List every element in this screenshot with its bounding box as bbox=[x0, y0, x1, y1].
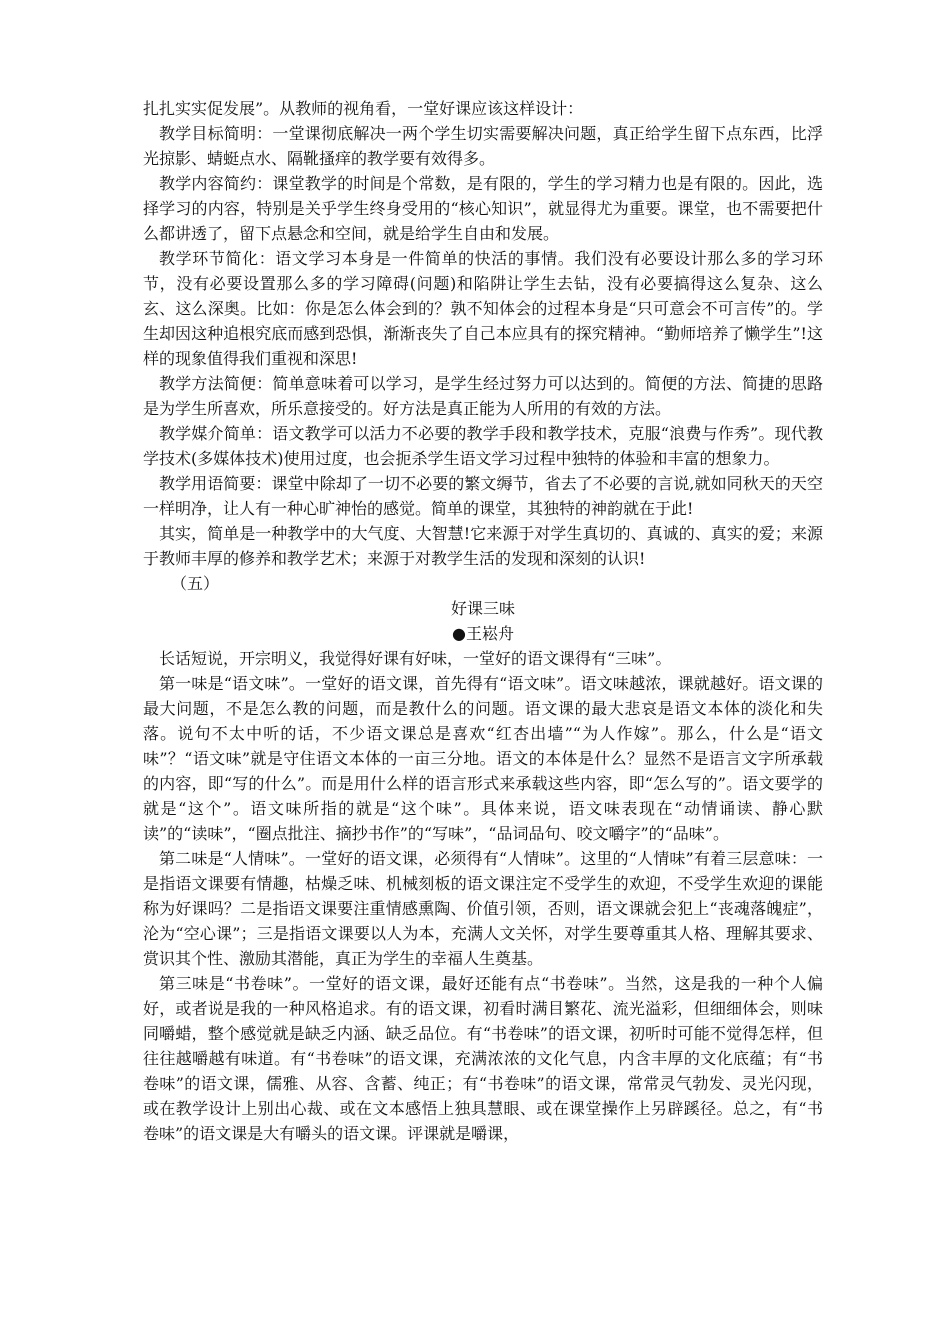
article-title: 好课三味 bbox=[450, 599, 515, 618]
paragraph: 教学用语简要：课堂中除却了一切不必要的繁文缛节，省去了不必要的言说,就如同秋天的天空一样明净，让人有一种心旷神怡的感觉。简单的课堂，其独特的神韵就在于此! bbox=[143, 474, 823, 518]
paragraph: 第一味是“语文味”。一堂好的语文课，首先得有“语文味”。语文味越浓，课就越好。语文课的最大问题，不是怎么教的问题，而是教什么的问题。语文课的最大悲哀是语文本体的淡化和失落。说句不太中听的话，不少语文课总是喜欢“红杏出墙”“为人作嫁”。那么，什么是“语文味”？“语文味”就是守住语文本体的一亩三分地。语文的本体是什么？显然不是语言文字所承载的内容，即“写的什么”。而是用什么样的语言形式来承载这些内容，即“怎么写的”。语文要学的就是“这个”。语文味所指的就是“这个味”。具体来说，语文味表现在“动情诵读、静心默读”的“读味”，“圈点批注、摘抄书作”的“写味”，“品词品句、咬文嚼字”的“品味”。 bbox=[143, 674, 823, 843]
top-paragraphs bbox=[143, 96, 823, 571]
paragraph: 第二味是“人情味”。一堂好的语文课，必须得有“人情味”。这里的“人情味”有着三层意味：一是指语文课要有情趣，枯燥乏味、机械刻板的语文课注定不受学生的欢迎，不受学生欢迎的课能称为好课吗？二是指语文课要注重情感熏陶、价值引领，否则，语文课就会犯上“丧魂落魄症”，沦为“空心课”；三是指语文课要以人为本，充满人文关怀，对学生要尊重其人格、理解其要求、赏识其个性、激励其潜能，真正为学生的幸福人生奠基。 bbox=[143, 849, 823, 968]
paragraph: 教学方法简便：简单意味着可以学习，是学生经过努力可以达到的。简便的方法、简捷的思路是为学生所喜欢，所乐意接受的。好方法是真正能为人所用的有效的方法。 bbox=[143, 374, 823, 418]
paragraph: 教学目标简明：一堂课彻底解决一两个学生切实需要解决问题，真正给学生留下点东西，比浮光掠影、蜻蜓点水、隔靴搔痒的教学要有效得多。 bbox=[143, 124, 823, 168]
paragraph: 教学环节简化：语文学习本身是一件简单的快活的事情。我们没有必要设计那么多的学习环节，没有必要设置那么多的学习障碍(问题)和陷阱让学生去钻，没有必要搞得这么复杂、这么玄、这么深奥。比如：你是怎么体会到的？孰不知体会的过程本身是“只可意会不可言传”的。学生却因这种追根究底而感到恐惧，渐渐丧失了自己本应具有的探究精神。“勤师培养了懒学生”!这样的现象值得我们重视和深思! bbox=[143, 249, 823, 368]
article-author: ●王崧舟 bbox=[452, 624, 514, 643]
paragraph: 长话短说，开宗明义，我觉得好课有好味，一堂好的语文课得有“三味”。 bbox=[159, 649, 672, 668]
paragraph: 第三味是“书卷味”。一堂好的语文课，最好还能有点“书卷味”。当然，这是我的一种个人偏好，或者说是我的一种风格追求。有的语文课，初看时满目繁花、流光溢彩，但细细体会，则味同嚼蜡，整个感觉就是缺乏内涵、缺乏品位。有“书卷味”的语文课，初听时可能不觉得怎样，但往往越嚼越有味道。有“书卷味”的语文课，充满浓浓的文化气息，内含丰厚的文化底蕴；有“书卷味”的语文课，儒雅、从容、含蓄、纯正；有“书卷味”的语文课，常常灵气勃发、灵光闪现，或在教学设计上别出心裁、或在文本感悟上独具慧眼、或在课堂操作上另辟蹊径。总之，有“书卷味”的语文课是大有嚼头的语文课。评课就是嚼课， bbox=[143, 974, 823, 1143]
document-page bbox=[143, 96, 823, 1146]
section-number: （五） bbox=[171, 574, 220, 593]
paragraph: 教学媒介简单：语文教学可以活力不必要的教学手段和教学技术，克服“浪费与作秀”。现代教学技术(多媒体技术)使用过度，也会扼杀学生语文学习过程中独特的体验和丰富的想象力。 bbox=[143, 424, 823, 468]
bottom-paragraphs bbox=[143, 646, 823, 1146]
paragraph: 教学内容简约：课堂教学的时间是个常数，是有限的，学生的学习精力也是有限的。因此，选择学习的内容，特别是关乎学生终身受用的“核心知识”，就显得尤为重要。课堂，也不需要把什么都讲透了，留下点悬念和空间，就是给学生自由和发展。 bbox=[143, 174, 823, 243]
paragraph: 扎扎实实促发展”。从教师的视角看，一堂好课应该这样设计： bbox=[143, 99, 584, 118]
paragraph: 其实，简单是一种教学中的大气度、大智慧!它来源于对学生真切的、真诚的、真实的爱；来源于教师丰厚的修养和教学艺术；来源于对教学生活的发现和深刻的认识! bbox=[143, 524, 823, 568]
